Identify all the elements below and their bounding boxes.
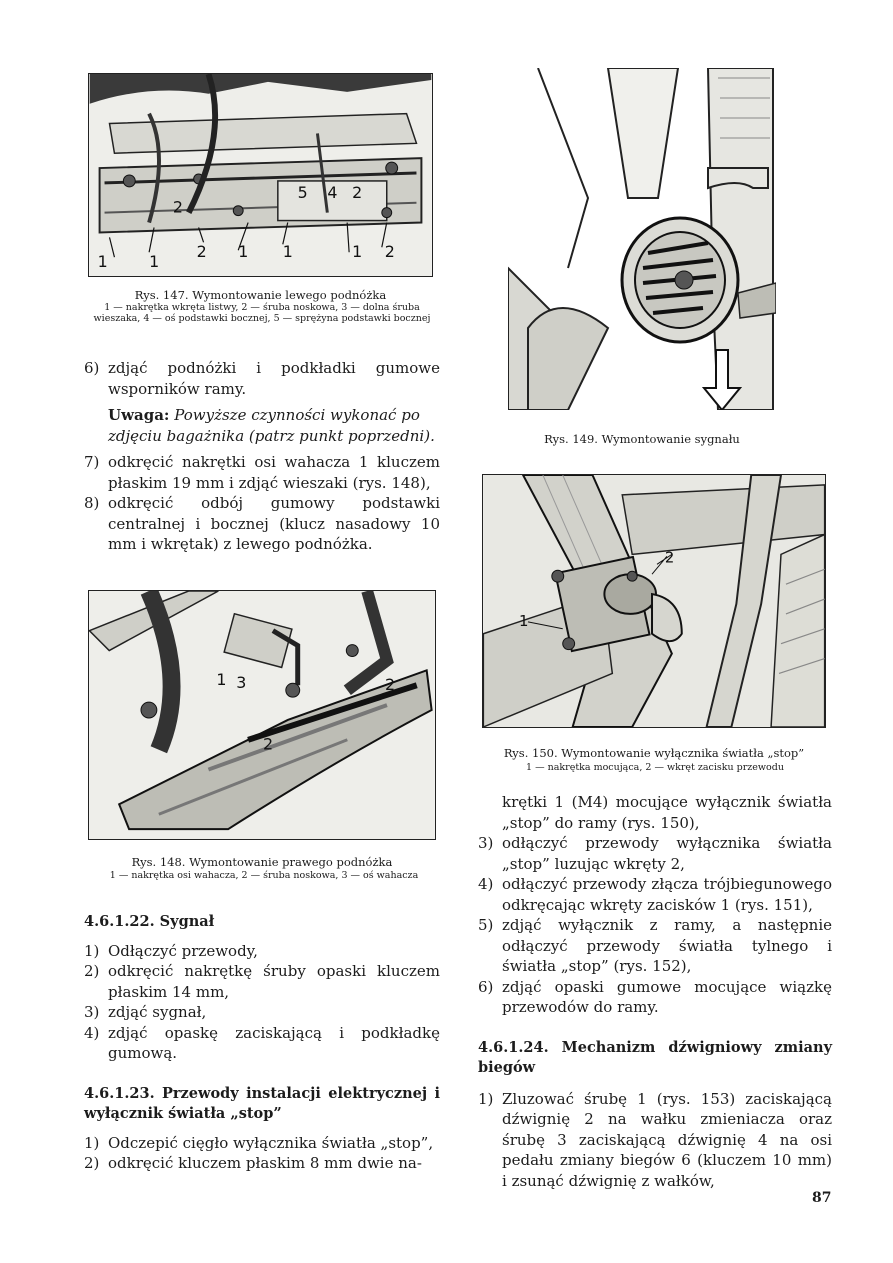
list-item xyxy=(84,1023,440,1064)
callout-1: 1 xyxy=(216,670,227,690)
callout-2b: 2 xyxy=(172,197,183,217)
item-number: 4) xyxy=(84,1023,100,1042)
item-text: odkręcić nakrętkę śruby opaski kluczem płaskim 14 mm, xyxy=(108,962,440,1001)
item-number: 8) xyxy=(84,494,100,512)
figure-147-caption: Rys. 147. Wymontowanie lewego podnóżka xyxy=(134,288,387,302)
item-text: Zluzować śrubę 1 (rys. 153) zaciskającą dźwignię 2 na wałku zmieniacza oraz śrubę 3 zaciskającą dźwignię 4 na osi pedału zmiany biegów 6 (kluczem 10 mm) i zsunąć dźwignię z wałków, xyxy=(502,1089,832,1190)
item-text: odkręcić kluczem płaskim 8 mm dwie na- xyxy=(108,1154,422,1172)
callout-1b: 1 xyxy=(149,252,160,272)
figure-150-caption: Rys. 150. Wymontowanie wyłącznika światła „stop” xyxy=(503,746,805,760)
footrest-left-drawing xyxy=(89,74,432,276)
list-item xyxy=(84,1153,440,1174)
figure-148-caption: Rys. 148. Wymontowanie prawego podnóżka xyxy=(131,855,393,869)
item-number: 1) xyxy=(84,1133,100,1152)
callout-1d: 1 xyxy=(282,242,293,262)
callout-2: 2 xyxy=(352,182,363,202)
item-text: odłączyć przewody złącza trójbiegunowego odkręcając wkręty zacisków 1 (rys. 151), xyxy=(502,875,832,914)
item-number: 6) xyxy=(84,359,100,377)
footrest-right-drawing xyxy=(89,591,435,839)
section-heading: 4.6.1.22. Sygnał xyxy=(84,913,215,930)
item-number: 6) xyxy=(478,977,494,996)
horn-drawing xyxy=(508,68,776,410)
item-text: zdjąć opaski gumowe mocujące wiązkę przewodów do ramy. xyxy=(502,977,832,1016)
item-text: odkręcić nakrętki osi wahacza 1 kluczem płaskim 19 mm i zdjąć wieszaki (rys. 148), xyxy=(108,453,440,492)
item-number: 4) xyxy=(478,875,494,893)
item-text: odkręcić odbój gumowy podstawki centralnej i bocznej (klucz nasadowy 10 mm i wkrętak) z lewego podnóżka. xyxy=(108,494,440,553)
note-text: Powyższe czynności wykonać po zdjęciu bagażnika (patrz punkt poprzedni). xyxy=(108,406,435,445)
left-text-block-1 xyxy=(84,358,440,555)
figure-149-caption: Rys. 149. Wymontowanie sygnału xyxy=(544,432,740,446)
list-item xyxy=(478,833,832,874)
item-number: 5) xyxy=(478,916,494,934)
callout-2a: 2 xyxy=(385,675,396,695)
list-item xyxy=(84,1002,440,1023)
item-number: 2) xyxy=(84,1154,100,1172)
item-text: zdjąć wyłącznik z ramy, a następnie odłączyć przewody światła tylnego i światła „stop” (rys. 152), xyxy=(502,916,832,975)
callout-2c: 2 xyxy=(196,242,207,262)
item-text: zdjąć podnóżki i podkładki gumowe wsporników ramy. xyxy=(108,359,440,398)
list-item xyxy=(478,977,832,1018)
item-number: 1) xyxy=(84,941,100,960)
callout-3: 3 xyxy=(236,673,247,693)
item-text: zdjąć opaskę zaciskającą i podkładkę gumową. xyxy=(108,1023,440,1062)
figure-149-illustration xyxy=(508,68,776,410)
item-number: 7) xyxy=(84,453,100,471)
continued-text: krętki 1 (M4) mocujące wyłącznik światła „stop” do ramy (rys. 150), xyxy=(502,793,832,832)
figure-150-legend: 1 — nakrętka mocująca, 2 — wkręt zacisku przewodu xyxy=(526,762,784,773)
figure-147-legend: 1 — nakrętka wkręta listwy, 2 — śruba noskowa, 3 — dolna śruba wieszaka, 4 — oś podstawki bocznej, 5 — sprężyna podstawki bocznej xyxy=(93,302,431,324)
section-heading: 4.6.1.23. Przewody instalacji elektrycznej i wyłącznik światła „stop” xyxy=(84,1084,440,1122)
callout-2: 2 xyxy=(664,548,675,567)
callout-2d: 2 xyxy=(384,242,395,262)
section-heading: 4.6.1.24. Mechanizm dźwigniowy zmiany biegów xyxy=(478,1038,832,1076)
item-text: Odczepić cięgło wyłącznika światła „stop”, xyxy=(108,1133,434,1152)
note-label: Uwaga: xyxy=(108,406,170,424)
callout-1a: 1 xyxy=(97,252,108,272)
callout-5: 5 xyxy=(297,182,308,202)
list-item xyxy=(84,358,440,399)
right-text-block xyxy=(478,792,832,1191)
item-text: odłączyć przewody wyłącznika światła „stop” luzując wkręty 2, xyxy=(502,834,832,873)
note-block xyxy=(108,405,440,446)
left-text-block-2 xyxy=(84,912,440,1174)
list-item xyxy=(84,961,440,1002)
figure-148-legend: 1 — nakrętka osi wahacza, 2 — śruba noskowa, 3 — oś wahacza xyxy=(109,870,419,881)
figure-150-illustration xyxy=(482,474,826,728)
item-text: Odłączyć przewody, xyxy=(108,941,258,960)
callout-1: 1 xyxy=(519,611,529,630)
item-number: 1) xyxy=(478,1089,494,1108)
page-number: 87 xyxy=(812,1190,832,1206)
list-item xyxy=(84,452,440,493)
item-number: 2) xyxy=(84,962,100,980)
item-number: 3) xyxy=(84,1003,100,1021)
callout-1c: 1 xyxy=(238,242,249,262)
item-number: 3) xyxy=(478,834,494,852)
list-item xyxy=(478,1089,832,1192)
callout-2b: 2 xyxy=(262,734,274,754)
figure-148-illustration xyxy=(88,590,436,840)
item-text: zdjąć sygnał, xyxy=(108,1003,207,1021)
list-item xyxy=(84,493,440,555)
callout-1e: 1 xyxy=(352,242,363,262)
figure-147-illustration xyxy=(88,73,433,277)
list-item xyxy=(84,941,440,962)
list-item xyxy=(478,915,832,977)
list-item xyxy=(84,1133,440,1154)
stop-switch-drawing xyxy=(483,475,825,727)
list-item xyxy=(478,874,832,915)
callout-4: 4 xyxy=(327,182,338,202)
